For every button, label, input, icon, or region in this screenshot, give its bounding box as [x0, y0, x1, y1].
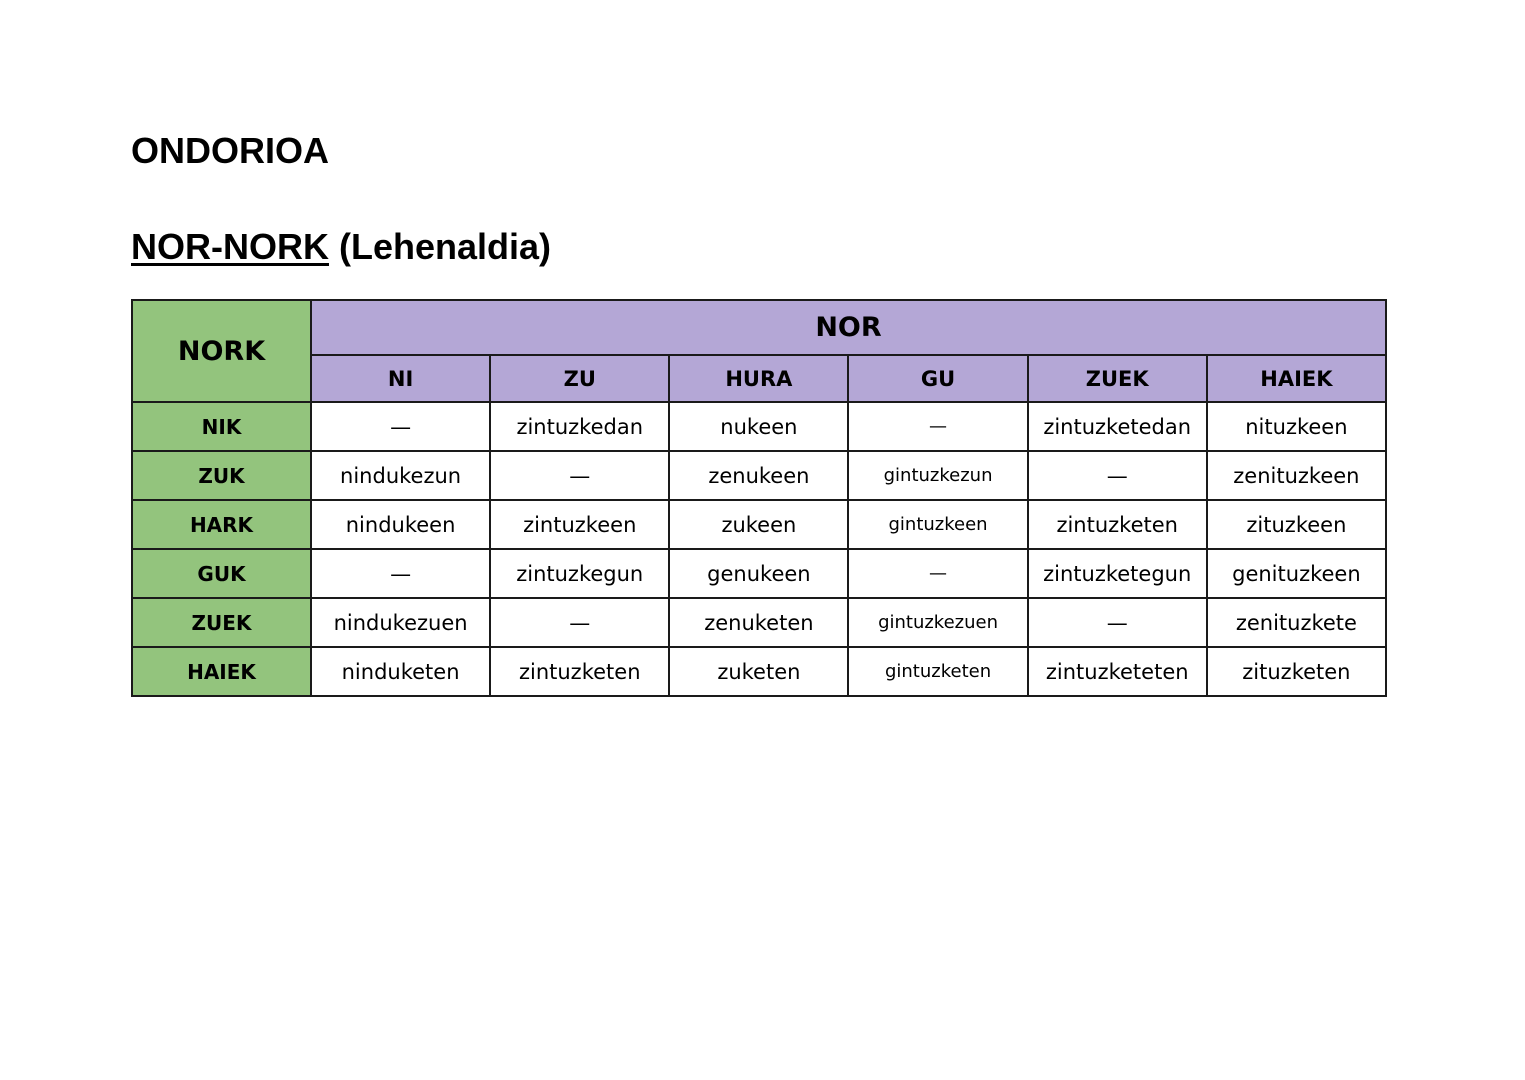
column-header-haiek: HAIEK: [1207, 355, 1386, 402]
table-cell: —: [1028, 451, 1207, 500]
table-cell: zenukeen: [669, 451, 848, 500]
nor-header: NOR: [311, 300, 1386, 355]
table-cell: —: [311, 402, 490, 451]
table-cell: zintuzketeten: [1028, 647, 1207, 696]
table-cell: —: [1028, 598, 1207, 647]
table-cell: nituzkeen: [1207, 402, 1386, 451]
column-header-ni: NI: [311, 355, 490, 402]
table-cell: genukeen: [669, 549, 848, 598]
table-row: [132, 500, 1386, 549]
table-cell: zukeen: [669, 500, 848, 549]
table-cell: ninduketen: [311, 647, 490, 696]
row-header-zuek: ZUEK: [132, 598, 311, 647]
row-header-haiek: HAIEK: [132, 647, 311, 696]
section-title-underlined: NOR-NORK: [131, 226, 329, 267]
table-cell: nindukeen: [311, 500, 490, 549]
conjugation-table: [131, 299, 1387, 697]
section-title-rest: (Lehenaldia): [328, 226, 552, 267]
row-header-guk: GUK: [132, 549, 311, 598]
table-cell: zenuketen: [669, 598, 848, 647]
table-cell: zintuzketegun: [1028, 549, 1207, 598]
table-cell: gintuzkezuen: [848, 598, 1027, 647]
table-cell: —: [848, 549, 1027, 598]
table-cell: —: [490, 451, 669, 500]
table-cell: nukeen: [669, 402, 848, 451]
column-header-zu: ZU: [490, 355, 669, 402]
table-row: [132, 402, 1386, 451]
section-title: [131, 226, 551, 268]
table-cell: zintuzkeen: [490, 500, 669, 549]
nor-subheader-row: [132, 355, 1386, 402]
table-cell: zintuzkegun: [490, 549, 669, 598]
table-cell: gintuzkeen: [848, 500, 1027, 549]
table-row: [132, 598, 1386, 647]
table-cell: gintuzkezun: [848, 451, 1027, 500]
column-header-hura: HURA: [669, 355, 848, 402]
table-row: [132, 647, 1386, 696]
row-header-hark: HARK: [132, 500, 311, 549]
row-header-zuk: ZUK: [132, 451, 311, 500]
table-cell: zenituzkete: [1207, 598, 1386, 647]
column-header-zuek: ZUEK: [1028, 355, 1207, 402]
table-cell: zintuzkedan: [490, 402, 669, 451]
table-cell: genituzkeen: [1207, 549, 1386, 598]
table-cell: nindukezuen: [311, 598, 490, 647]
table-cell: zintuzketen: [1028, 500, 1207, 549]
table-cell: —: [490, 598, 669, 647]
table-cell: zuketen: [669, 647, 848, 696]
table-cell: zenituzkeen: [1207, 451, 1386, 500]
table-body: [132, 402, 1386, 696]
table-cell: zintuzketedan: [1028, 402, 1207, 451]
column-header-gu: GU: [848, 355, 1027, 402]
table-cell: —: [311, 549, 490, 598]
table-cell: nindukezun: [311, 451, 490, 500]
page-heading: ONDORIOA: [131, 130, 329, 171]
table-cell: —: [848, 402, 1027, 451]
nork-header: NORK: [132, 300, 311, 402]
table-cell: zintuzketen: [490, 647, 669, 696]
table-cell: gintuzketen: [848, 647, 1027, 696]
table-row: [132, 549, 1386, 598]
table-cell: zituzketen: [1207, 647, 1386, 696]
table-row: [132, 451, 1386, 500]
table-cell: zituzkeen: [1207, 500, 1386, 549]
row-header-nik: NIK: [132, 402, 311, 451]
